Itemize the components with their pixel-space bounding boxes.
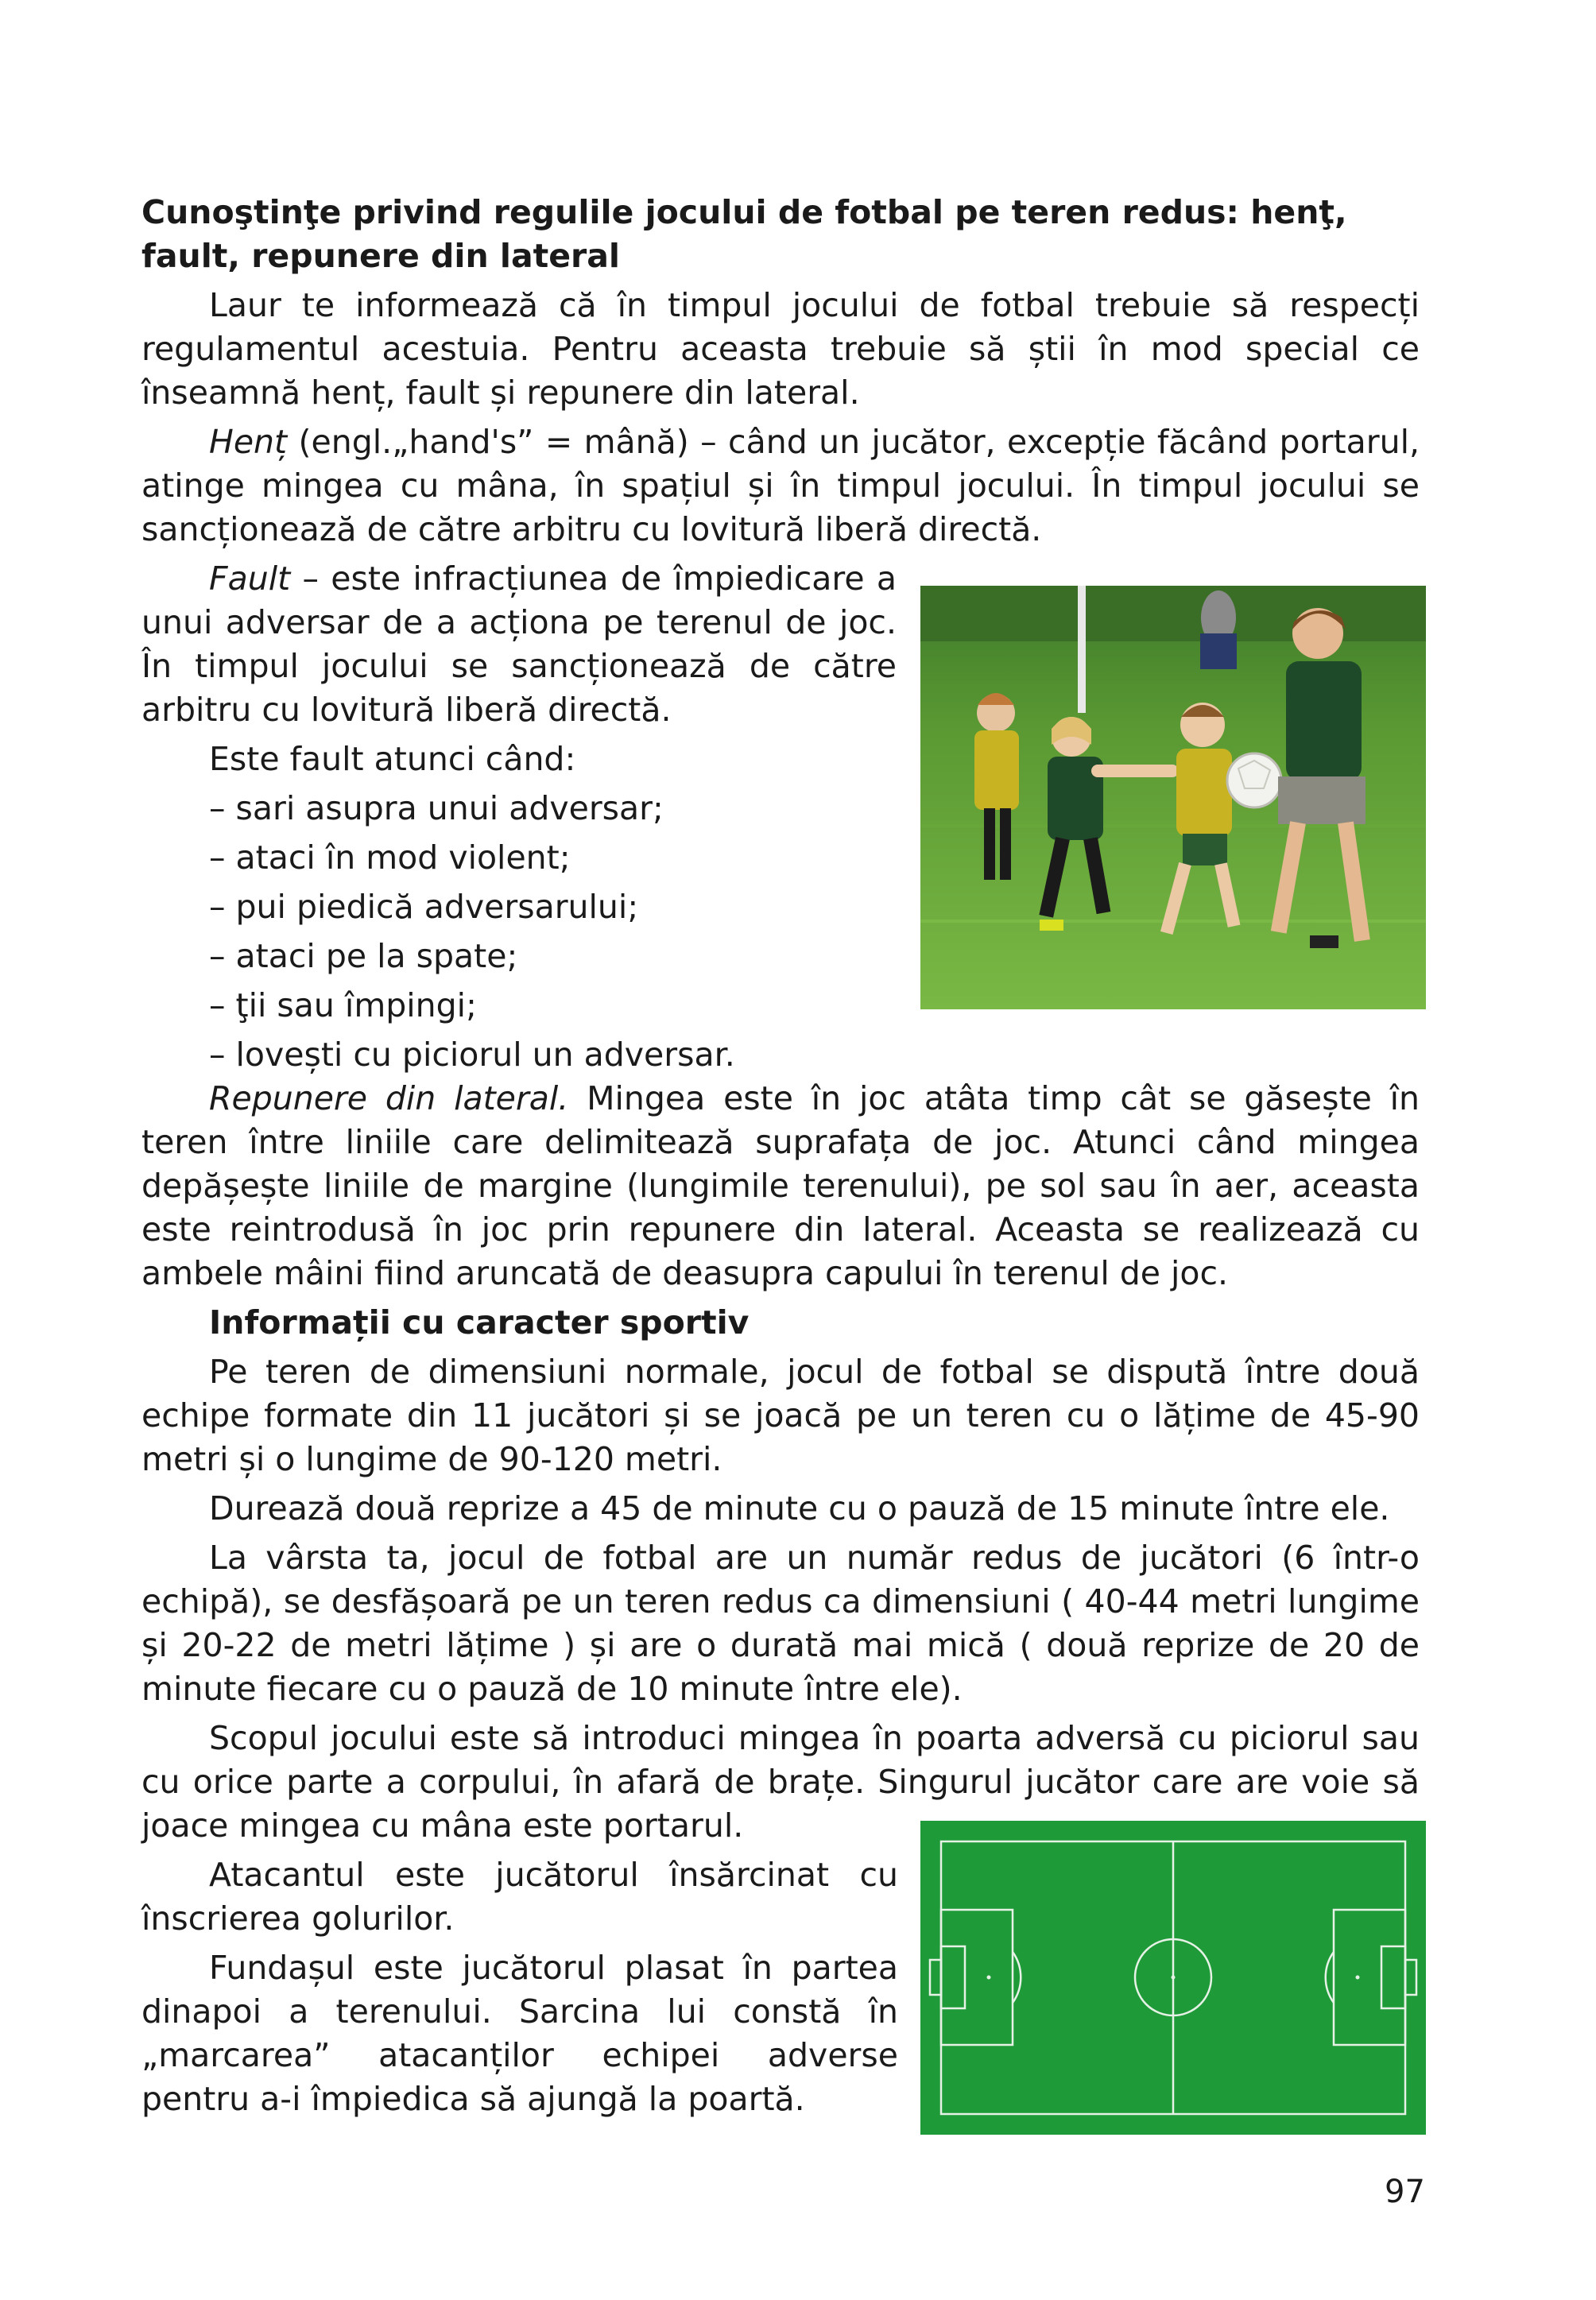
info-paragraph: La vârsta ta, jocul de fotbal are un număr redus de jucători (6 într-o echipă), se desfășoară pe un teren redus ca dimensiuni ( 40-44 metri lungime și 20-22 de metri lățime ) și are o durată mai mică ( două reprize de 20 de minute fiecare cu o pauză de 10 minute între ele). bbox=[141, 1539, 1420, 1708]
football-pitch-diagram bbox=[920, 1821, 1426, 2135]
fault-paragraph bbox=[141, 557, 897, 732]
fundas-paragraph: Fundașul este jucătorul plasat în partea dinapoi a terenului. Sarcina lui constă în „marcarea” atacanților echipei adverse pentru a-i împiedica să ajungă la poartă. bbox=[141, 1949, 898, 2118]
info-paragraph: Pe teren de dimensiuni normale, jocul de fotbal se dispută între două echipe formate din 11 jucători și se joacă pe un teren cu o lățime de 45-90 metri și o lungime de 90-120 metri. bbox=[141, 1353, 1420, 1478]
page-number: 97 bbox=[1385, 2174, 1425, 2210]
section-heading-info: Informații cu caracter sportiv bbox=[209, 1303, 750, 1342]
hent-text: (engl.„hand's” = mână) – când un jucător, excepție făcând portarul, atinge mingea cu mâna, în spațiul și în timpul jocului. În timpul jocului se sancționează de către arbitru cu lovitură liberă directă. bbox=[141, 423, 1420, 548]
list-item: – sari asupra unui adversar; bbox=[209, 789, 664, 827]
info-paragraph: Durează două reprize a 45 de minute cu o pauză de 15 minute între ele. bbox=[209, 1489, 1390, 1528]
fault-list-intro: Este fault atunci când: bbox=[209, 740, 576, 778]
list-item: – lovești cu piciorul un adversar. bbox=[209, 1036, 735, 1074]
atacant-paragraph: Atacantul este jucătorul însărcinat cu înscrierea golurilor. bbox=[141, 1856, 898, 1938]
list-item: – pui piedică adversarului; bbox=[209, 888, 639, 926]
intro-paragraph: Laur te informează că în timpul jocului de fotbal trebuie să respecți regulamentul acestuia. Pentru aceasta trebuie să știi în mod special ce înseamnă henț, fault și repunere din lateral. bbox=[141, 286, 1420, 412]
section-heading-rules: Cunoştinţe privind regulile jocului de fotbal pe teren redus: henţ, fault, repunere din lateral bbox=[141, 193, 1347, 275]
repunere-term: Repunere din lateral. bbox=[209, 1079, 569, 1117]
children-football-photo bbox=[920, 586, 1426, 1009]
list-item: – ataci în mod violent; bbox=[209, 838, 571, 877]
info-paragraph: Scopul jocului este să introduci mingea în poarta adversă cu piciorul sau cu orice parte a corpului, în afară de brațe. Singurul jucător care are voie să joace mingea cu mâna este portarul. bbox=[141, 1719, 1420, 1845]
list-item: – ţii sau împingi; bbox=[209, 986, 477, 1024]
repunere-text: Mingea este în joc atâta timp cât se găsește în teren între liniile care delimitează suprafața de joc. Atunci când mingea depășește liniile de margine (lungimile terenului), pe sol sau în aer, aceasta este reintrodusă în joc prin repunere din lateral. Aceasta se realizează cu ambele mâini fiind aruncată de deasupra capului în terenul de joc. bbox=[141, 1079, 1420, 1292]
list-item: – ataci pe la spate; bbox=[209, 937, 518, 975]
hent-term: Henț bbox=[209, 423, 288, 461]
hent-paragraph bbox=[141, 420, 1420, 552]
repunere-paragraph bbox=[141, 1077, 1420, 1295]
fault-text: – este infracțiunea de împiedicare a unui adversar de a acționa pe terenul de joc. În timpul jocului se sancționează de către arbitru cu lovitură liberă directă. bbox=[141, 560, 897, 729]
fault-term: Fault bbox=[209, 560, 291, 598]
